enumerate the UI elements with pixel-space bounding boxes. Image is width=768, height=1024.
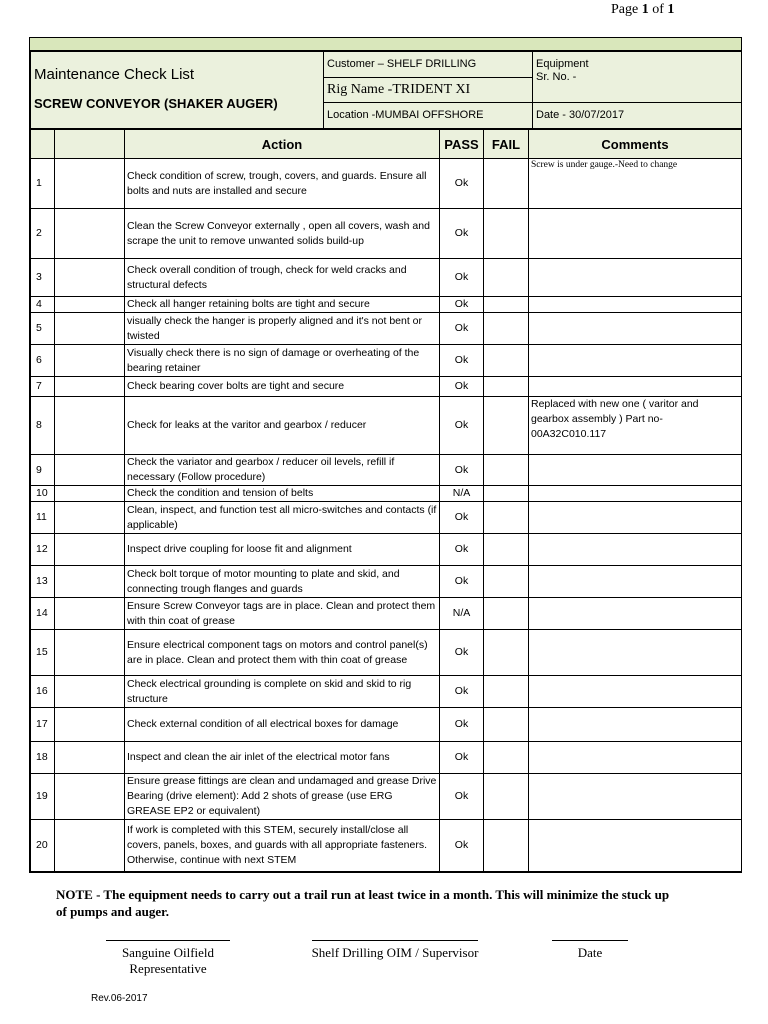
checklist-table xyxy=(30,129,742,872)
row-comment xyxy=(529,676,742,708)
row-pass: N/A xyxy=(440,598,484,630)
row-number: 2 xyxy=(31,209,55,259)
equipment-field xyxy=(533,52,742,103)
table-row xyxy=(31,486,742,502)
row-number: 19 xyxy=(31,774,55,820)
row-comment xyxy=(529,742,742,774)
note-text: NOTE - The equipment needs to carry out a trail run at least twice in a month. This will minimize the stuck up of pumps and auger. xyxy=(56,887,670,919)
row-number: 3 xyxy=(31,259,55,297)
checklist-title: Maintenance Check List xyxy=(34,66,195,83)
row-number: 14 xyxy=(31,598,55,630)
date-field: Date - 30/07/2017 xyxy=(533,103,742,129)
row-comment xyxy=(529,598,742,630)
row-pass: Ok xyxy=(440,820,484,872)
row-number: 20 xyxy=(31,820,55,872)
signature-line xyxy=(106,940,230,941)
row-blank xyxy=(55,774,125,820)
table-row xyxy=(31,345,742,377)
table-row xyxy=(31,820,742,872)
col-action: Action xyxy=(125,130,440,159)
row-pass: Ok xyxy=(440,534,484,566)
row-comment xyxy=(529,297,742,313)
table-row xyxy=(31,676,742,708)
serial-number: Sr. No. - xyxy=(536,71,577,83)
row-action: Check bearing cover bolts are tight and secure xyxy=(125,377,440,397)
row-fail xyxy=(484,566,529,598)
row-action: Visually check there is no sign of damage or overheating of the bearing retainer xyxy=(125,345,440,377)
signature-line xyxy=(312,940,478,941)
row-number: 16 xyxy=(31,676,55,708)
row-fail xyxy=(484,455,529,486)
location-field: Location -MUMBAI OFFSHORE xyxy=(324,103,533,129)
table-row xyxy=(31,630,742,676)
row-action: Check all hanger retaining bolts are tight and secure xyxy=(125,297,440,313)
row-action: visually check the hanger is properly aligned and it's not bent or twisted xyxy=(125,313,440,345)
row-comment xyxy=(529,209,742,259)
row-pass: Ok xyxy=(440,377,484,397)
row-number: 7 xyxy=(31,377,55,397)
row-fail xyxy=(484,630,529,676)
row-blank xyxy=(55,259,125,297)
date-signature xyxy=(548,940,632,961)
page-of: of xyxy=(652,2,664,17)
signature-line xyxy=(552,940,628,941)
row-fail xyxy=(484,774,529,820)
row-fail xyxy=(484,313,529,345)
page-current: 1 xyxy=(641,2,649,17)
shelf-label: Shelf Drilling OIM / Supervisor xyxy=(311,945,479,960)
row-comment xyxy=(529,502,742,534)
row-number: 4 xyxy=(31,297,55,313)
row-number: 9 xyxy=(31,455,55,486)
col-blank xyxy=(55,130,125,159)
table-row xyxy=(31,377,742,397)
row-action: Ensure grease fittings are clean and undamaged and grease Drive Bearing (drive element): Add 2 shots of grease (use ERG GREASE EP2 or equivalent) xyxy=(125,774,440,820)
row-number: 13 xyxy=(31,566,55,598)
row-fail xyxy=(484,708,529,742)
row-pass: Ok xyxy=(440,297,484,313)
page-number xyxy=(611,2,674,18)
row-comment xyxy=(529,534,742,566)
sanguine-signature xyxy=(86,940,250,977)
row-fail xyxy=(484,259,529,297)
row-action: Check electrical grounding is complete on skid and skid to rig structure xyxy=(125,676,440,708)
row-action: Inspect drive coupling for loose fit and alignment xyxy=(125,534,440,566)
row-fail xyxy=(484,397,529,455)
row-action: Ensure electrical component tags on motors and control panel(s) are in place. Clean and protect them with thin coat of grease xyxy=(125,630,440,676)
row-blank xyxy=(55,534,125,566)
row-comment: Screw is under gauge.-Need to change xyxy=(529,159,742,209)
row-number: 10 xyxy=(31,486,55,502)
table-row xyxy=(31,502,742,534)
col-comments: Comments xyxy=(529,130,742,159)
row-blank xyxy=(55,502,125,534)
rig-name-field: Rig Name -TRIDENT XI xyxy=(324,78,533,103)
shelf-signature xyxy=(300,940,490,961)
row-fail xyxy=(484,486,529,502)
col-fail: FAIL xyxy=(484,130,529,159)
row-action: Check for leaks at the varitor and gearbox / reducer xyxy=(125,397,440,455)
row-pass: Ok xyxy=(440,742,484,774)
row-fail xyxy=(484,534,529,566)
row-fail xyxy=(484,209,529,259)
table-row xyxy=(31,397,742,455)
row-fail xyxy=(484,502,529,534)
row-comment xyxy=(529,820,742,872)
row-pass: Ok xyxy=(440,774,484,820)
row-number: 6 xyxy=(31,345,55,377)
row-pass: Ok xyxy=(440,502,484,534)
row-comment xyxy=(529,708,742,742)
row-blank xyxy=(55,455,125,486)
row-comment xyxy=(529,566,742,598)
row-pass: Ok xyxy=(440,209,484,259)
row-blank xyxy=(55,742,125,774)
row-comment xyxy=(529,377,742,397)
row-pass: Ok xyxy=(440,259,484,297)
date-label: Date xyxy=(577,945,603,960)
row-number: 17 xyxy=(31,708,55,742)
row-comment xyxy=(529,455,742,486)
row-blank xyxy=(55,630,125,676)
row-action: Check bolt torque of motor mounting to plate and skid, and connecting trough flanges and guards xyxy=(125,566,440,598)
row-blank xyxy=(55,708,125,742)
row-comment: Replaced with new one ( varitor and gearbox assembly ) Part no- 00A32C010.117 xyxy=(529,397,742,455)
header-table xyxy=(30,51,742,129)
row-fail xyxy=(484,820,529,872)
table-row xyxy=(31,259,742,297)
row-blank xyxy=(55,209,125,259)
header-band xyxy=(30,38,741,51)
row-action: Clean the Screw Conveyor externally , open all covers, wash and scrape the unit to remove unwanted solids build-up xyxy=(125,209,440,259)
row-pass: Ok xyxy=(440,630,484,676)
row-comment xyxy=(529,345,742,377)
table-row xyxy=(31,159,742,209)
table-row xyxy=(31,598,742,630)
row-blank xyxy=(55,313,125,345)
row-fail xyxy=(484,345,529,377)
row-action: Inspect and clean the air inlet of the electrical motor fans xyxy=(125,742,440,774)
row-action: Check the condition and tension of belts xyxy=(125,486,440,502)
row-fail xyxy=(484,159,529,209)
table-row xyxy=(31,708,742,742)
table-row xyxy=(31,313,742,345)
row-blank xyxy=(55,486,125,502)
row-pass: N/A xyxy=(440,486,484,502)
row-blank xyxy=(55,345,125,377)
row-pass: Ok xyxy=(440,676,484,708)
row-number: 12 xyxy=(31,534,55,566)
row-pass: Ok xyxy=(440,455,484,486)
row-action: If work is completed with this STEM, securely install/close all covers, panels, boxes, and guards with all appropriate fasteners. Otherwise, continue with next STEM xyxy=(125,820,440,872)
table-row xyxy=(31,534,742,566)
table-row xyxy=(31,774,742,820)
row-blank xyxy=(55,297,125,313)
sanguine-label: Sanguine Oilfield Representative xyxy=(121,945,215,976)
page-total: 1 xyxy=(667,2,675,17)
row-number: 8 xyxy=(31,397,55,455)
row-action: Ensure Screw Conveyor tags are in place. Clean and protect them with thin coat of grease xyxy=(125,598,440,630)
table-row xyxy=(31,566,742,598)
row-number: 11 xyxy=(31,502,55,534)
row-fail xyxy=(484,598,529,630)
row-number: 15 xyxy=(31,630,55,676)
row-fail xyxy=(484,742,529,774)
row-fail xyxy=(484,297,529,313)
row-pass: Ok xyxy=(440,313,484,345)
row-number: 1 xyxy=(31,159,55,209)
revision-label: Rev.06-2017 xyxy=(91,993,148,1004)
row-blank xyxy=(55,397,125,455)
row-number: 18 xyxy=(31,742,55,774)
row-action: Check the variator and gearbox / reducer oil levels, refill if necessary (Follow procedure) xyxy=(125,455,440,486)
row-comment xyxy=(529,313,742,345)
row-comment xyxy=(529,486,742,502)
customer-field: Customer – SHELF DRILLING xyxy=(324,52,533,78)
table-row xyxy=(31,742,742,774)
row-action: Check external condition of all electrical boxes for damage xyxy=(125,708,440,742)
row-action: Clean, inspect, and function test all micro-switches and contacts (if applicable) xyxy=(125,502,440,534)
row-blank xyxy=(55,820,125,872)
row-action: Check overall condition of trough, check for weld cracks and structural defects xyxy=(125,259,440,297)
row-pass: Ok xyxy=(440,566,484,598)
row-comment xyxy=(529,630,742,676)
col-number xyxy=(31,130,55,159)
checklist-title-cell xyxy=(31,52,324,129)
row-pass: Ok xyxy=(440,345,484,377)
checklist-sheet xyxy=(29,37,742,873)
row-blank xyxy=(55,676,125,708)
row-fail xyxy=(484,377,529,397)
table-row xyxy=(31,297,742,313)
row-comment xyxy=(529,259,742,297)
equipment-name: SCREW CONVEYOR (SHAKER AUGER) xyxy=(34,96,278,111)
row-number: 5 xyxy=(31,313,55,345)
table-row xyxy=(31,209,742,259)
row-pass: Ok xyxy=(440,397,484,455)
row-comment xyxy=(529,774,742,820)
row-action: Check condition of screw, trough, covers, and guards. Ensure all bolts and nuts are installed and secure xyxy=(125,159,440,209)
page-label: Page xyxy=(611,2,639,17)
table-row xyxy=(31,455,742,486)
row-blank xyxy=(55,566,125,598)
row-blank xyxy=(55,598,125,630)
row-blank xyxy=(55,159,125,209)
equipment-label: Equipment xyxy=(536,58,589,70)
row-pass: Ok xyxy=(440,708,484,742)
col-pass: PASS xyxy=(440,130,484,159)
row-fail xyxy=(484,676,529,708)
row-pass: Ok xyxy=(440,159,484,209)
row-blank xyxy=(55,377,125,397)
